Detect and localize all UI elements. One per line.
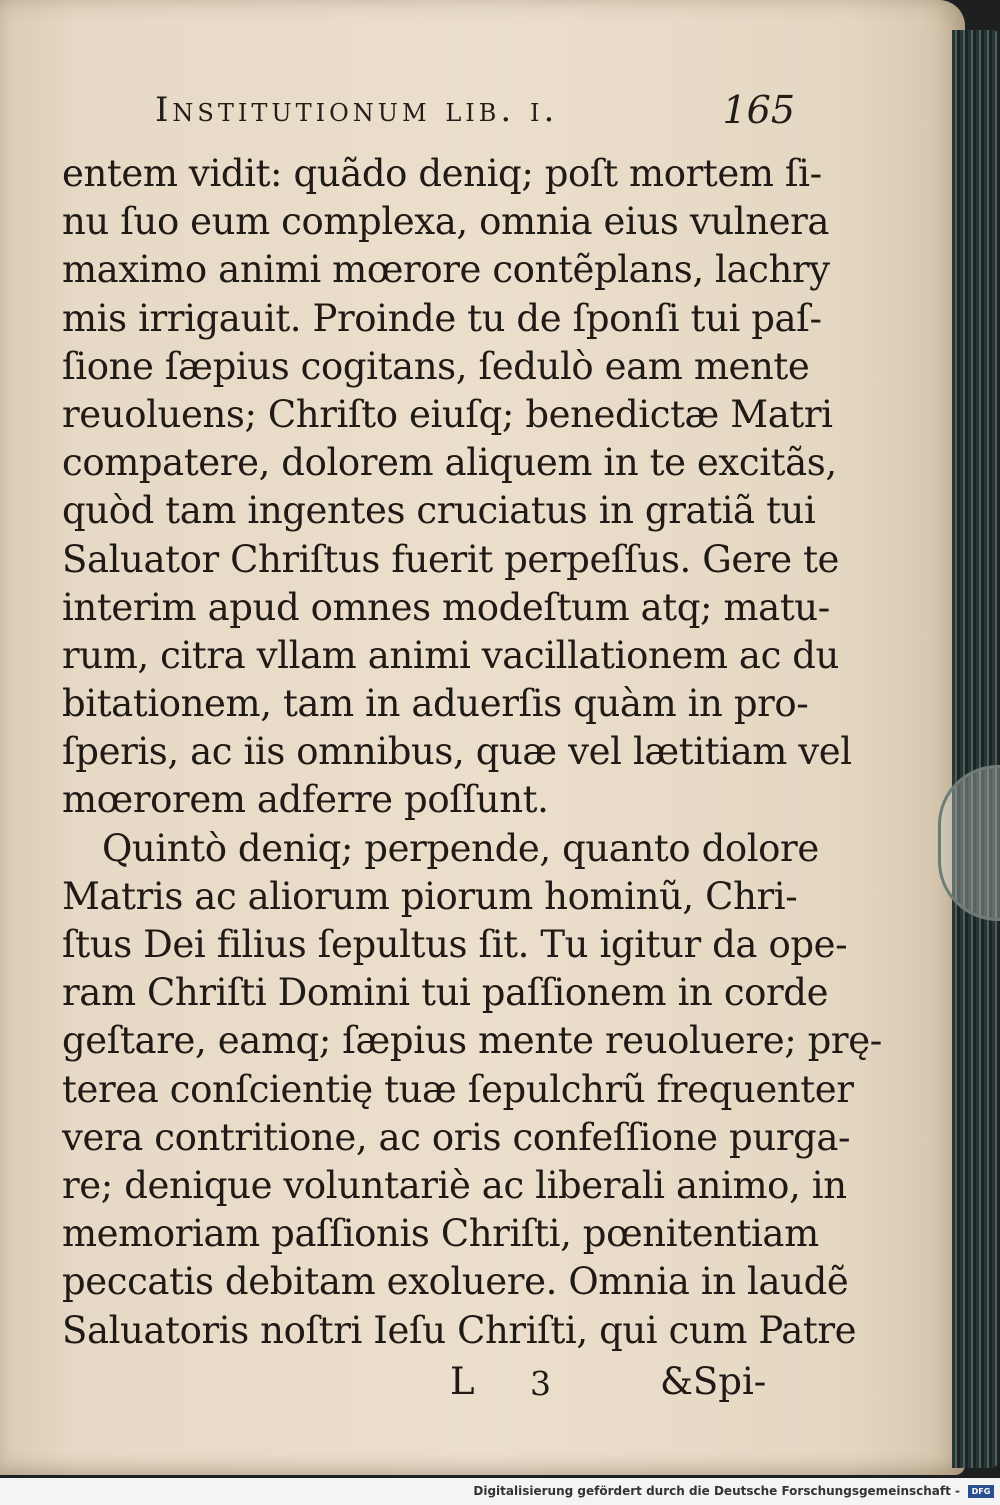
text-line: reuoluens; Chriſto eiuſq; benedictæ Matri <box>62 392 833 436</box>
page-number: 165 <box>722 88 795 132</box>
text-line: mœrorem adferre poſſunt. <box>62 778 549 822</box>
running-head <box>155 82 795 132</box>
text-line: Saluatoris noſtri Ieſu Chriſti, qui cum Patre <box>62 1308 857 1352</box>
book-edge <box>952 30 1000 1468</box>
text-line: quòd tam ingentes cruciatus in gratiã tui <box>62 489 816 533</box>
digitization-credit-bar <box>0 1478 1000 1505</box>
text-line: entem vidit: quãdo deniq; poſt mortem ſi- <box>62 152 822 195</box>
text-line: interim apud omnes modeſtum atq; matu- <box>62 585 830 629</box>
dfg-logo-icon: DFG <box>968 1485 994 1498</box>
digitization-credit: Digitalisierung gefördert durch die Deutsche Forschungsgemeinschaft - <box>473 1484 960 1498</box>
text-line: geſtare, eamq; ſæpius mente reuoluere; prę- <box>62 1019 882 1063</box>
text-line: nu ſuo eum complexa, omnia eius vulnera <box>62 200 830 244</box>
paragraph-start-line: Quintò deniq; perpende, quanto dolore <box>102 826 819 870</box>
text-line: ſione ſæpius cogitans, ſedulò eam mente <box>62 344 810 388</box>
text-line: mis irrigauit. Proinde tu de ſponſi tui paſ- <box>62 296 822 340</box>
running-title: Institutionum lib. i. <box>155 90 559 130</box>
page-footer <box>450 1360 770 1408</box>
text-line: maximo animi mœrore contẽplans, lachry <box>62 248 830 292</box>
text-line: ſperis, ac iis omnibus, quæ vel lætitiam vel <box>62 730 852 774</box>
text-line: bitationem, tam in aduerſis quàm in pro- <box>62 682 809 726</box>
text-line: terea conſcientię tuæ ſepulchrũ frequenter <box>62 1067 854 1111</box>
text-line: compatere, dolorem aliquem in te excitãs, <box>62 441 837 485</box>
text-line: rum, citra vllam animi vacillationem ac du <box>62 633 839 677</box>
signature-mark: L <box>450 1360 475 1403</box>
catchword: &Spi- <box>660 1360 767 1403</box>
text-line: Saluator Chriſtus fuerit perpeſſus. Gere te <box>62 537 840 581</box>
text-line: ram Chriſti Domini tui paſſionem in corde <box>62 971 829 1015</box>
signature-number: 3 <box>530 1364 551 1403</box>
text-line: vera contritione, ac oris confeſſione purga- <box>62 1115 851 1159</box>
text-line: ſtus Dei filius ſepultus ſit. Tu igitur da ope- <box>62 923 848 966</box>
text-line: memoriam paſſionis Chriſti, pœnitentiam <box>62 1212 819 1256</box>
text-block <box>62 150 882 1355</box>
text-line: peccatis debitam exoluere. Omnia in laudẽ <box>62 1260 849 1304</box>
text-line: Matris ac aliorum piorum hominũ, Chri- <box>62 874 798 918</box>
text-line: re; denique voluntariè ac liberali animo, in <box>62 1163 847 1207</box>
